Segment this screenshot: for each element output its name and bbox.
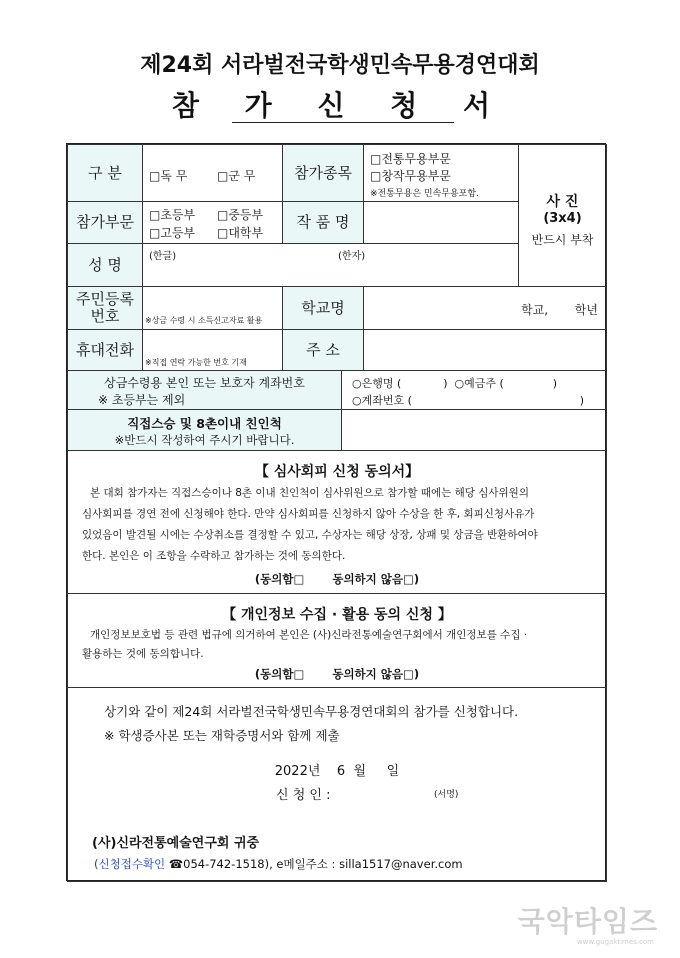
photo-size: (3x4): [543, 211, 582, 226]
relatives-field[interactable]: [341, 409, 607, 451]
applicant-label: 신 청 인 :: [276, 788, 331, 803]
address-field[interactable]: [363, 329, 607, 371]
work-title-label: 작 품 명: [282, 201, 364, 244]
application-form: [66, 143, 606, 881]
phone-label: 휴대전화: [67, 329, 143, 371]
contact-line: [94, 856, 463, 872]
account-field[interactable]: [341, 370, 607, 410]
option-solo[interactable]: □독 무: [149, 169, 188, 183]
address-label: 주 소: [282, 329, 364, 371]
title-underline: [232, 122, 454, 123]
category-note: ※전통무용은 민속무용포함.: [370, 189, 479, 199]
account-label-note: ※ 초등부는 제외: [98, 393, 186, 407]
name-hanja-hint: (한자): [338, 251, 366, 262]
option-middle[interactable]: □중등부: [217, 208, 264, 222]
account-bank: ○은행명 ( ) ○예금주 ( ): [352, 377, 558, 390]
option-traditional[interactable]: □전통무용부문: [370, 152, 451, 166]
account-label: [67, 370, 342, 410]
phone-note: ※직접 연락 가능한 번호 기재: [145, 358, 247, 367]
signature-hint: (서명): [434, 790, 459, 800]
category-options: [363, 144, 519, 202]
division-options: [142, 144, 283, 202]
resident-number-note: ※상금 수령 시 소득신고자료 활용: [145, 316, 263, 325]
option-creative[interactable]: □창작무용부문: [370, 169, 451, 183]
photo-title: 사 진: [546, 194, 579, 210]
contact-info: ☎054-742-1518), e메일주소 : silla1517@naver.com: [168, 857, 463, 871]
level-options: [142, 201, 283, 244]
recusal-title: 【 심사회피 신청 동의서】: [254, 464, 420, 480]
confirm-link[interactable]: (신청접수확인: [94, 857, 166, 871]
resident-number-label: 주민등록 번호: [67, 286, 143, 330]
watermark-url: www.gugaktimes.com: [576, 938, 654, 946]
school-suffix: 학교, 학년: [521, 303, 598, 317]
application-date: 2022년 6 월 일: [274, 764, 400, 779]
closing-statement: 상기와 같이 제24회 서라벌전국학생민속무용경연대회의 참가를 신청합니다.: [104, 704, 519, 719]
category-label: 참가종목: [282, 144, 364, 202]
account-number: ○계좌번호 ( ): [352, 394, 585, 407]
photo-note: 반드시 부착: [531, 233, 594, 247]
closing-note: ※ 학생증사본 또는 재학증명서와 함께 제출: [104, 728, 340, 743]
privacy-consent[interactable]: (동의함□ 동의하지 않음□): [254, 667, 420, 681]
privacy-line: 활용하는 것에 동의합니다.: [82, 648, 204, 660]
level-label: 참가부문: [67, 201, 143, 244]
option-elementary[interactable]: □초등부: [149, 208, 196, 222]
recusal-line: 본 대회 참가자는 직접스승이나 8촌 이내 친인척이 심사위원으로 참가할 때에는 해당 심사위원의: [90, 487, 529, 499]
recusal-section: [67, 450, 607, 594]
form-title: 참 가 신 청 서: [171, 89, 509, 122]
event-title: 제24회 서라벌전국학생민속무용경연대회: [140, 53, 540, 78]
photo-box: [518, 144, 607, 287]
relatives-label: [67, 409, 342, 451]
privacy-body: [82, 626, 602, 664]
privacy-title: 【 개인정보 수집 · 활용 동의 신청 】: [222, 607, 452, 623]
phone-field[interactable]: [142, 329, 283, 371]
relatives-label-main: 직접스승 및 8촌이내 친인척: [127, 416, 282, 431]
recusal-line: 있었음이 발견될 시에는 수상취소를 결정할 수 있고, 수상자는 해당 상장, 상패 및 상금을 반환하여야: [82, 529, 538, 541]
privacy-line: 개인정보보호법 등 관련 법규에 의거하여 본인은 (사)신라전통예술연구회에서 개인정보를 수집 ·: [90, 629, 528, 641]
name-field[interactable]: [142, 243, 519, 287]
recusal-body: [82, 483, 602, 567]
relatives-label-note: ※반드시 작성하여 주시기 바랍니다.: [114, 433, 295, 447]
name-label: 성 명: [67, 243, 143, 287]
name-hangul-hint: (한글): [149, 251, 177, 262]
option-university[interactable]: □대학부: [217, 226, 264, 240]
privacy-section: [67, 593, 607, 688]
option-high[interactable]: □고등부: [149, 226, 196, 240]
recusal-consent[interactable]: (동의함□ 동의하지 않음□): [254, 572, 420, 586]
recipient: (사)신라전통예술연구회 귀중: [92, 836, 260, 851]
division-label: 구 분: [67, 144, 143, 202]
watermark-logo: 국악타임즈: [517, 905, 658, 938]
work-title-field[interactable]: [363, 201, 519, 244]
recusal-line: 심사회피를 경연 전에 신청해야 한다. 만약 심사회피를 신청하지 않아 수상을 한 후, 회피신청사유가: [82, 508, 535, 520]
option-group[interactable]: □군 무: [217, 169, 256, 183]
school-label: 학교명: [282, 286, 364, 330]
closing-section: [67, 687, 607, 882]
school-field[interactable]: [363, 286, 607, 330]
recusal-line: 한다. 본인은 이 조항을 수락하고 참가하는 것에 동의한다.: [82, 550, 346, 562]
resident-number-field[interactable]: [142, 286, 283, 330]
account-label-main: 상금수령용 본인 또는 보호자 계좌번호: [104, 376, 305, 390]
